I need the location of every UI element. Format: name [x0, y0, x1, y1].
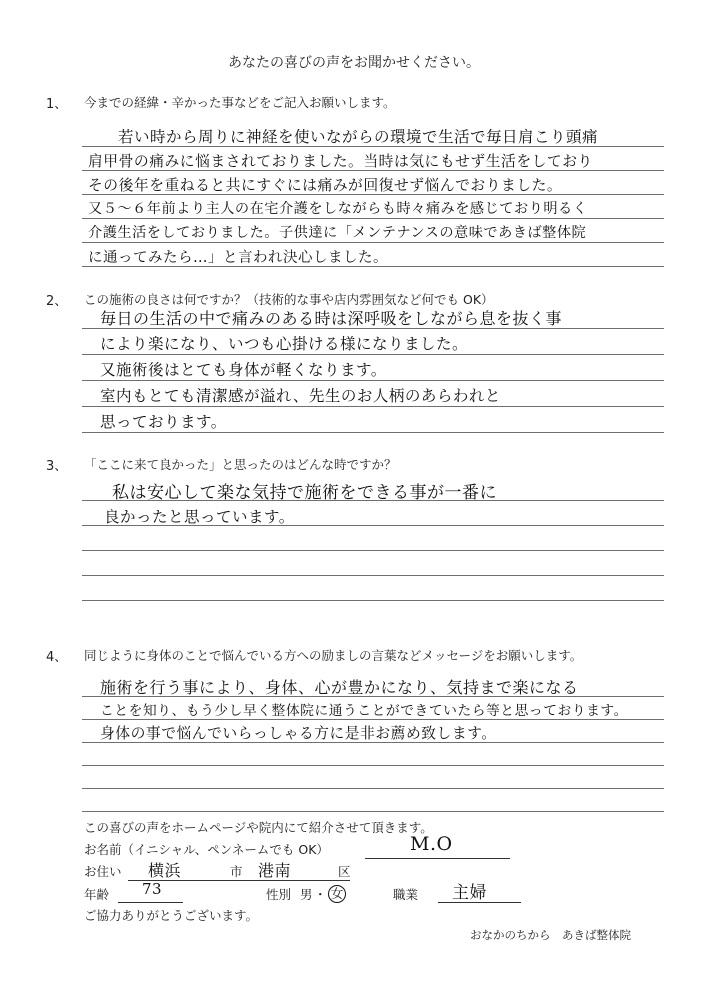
answer-3-line: 良かったと思っています。 — [104, 508, 295, 526]
answer-line — [82, 218, 664, 219]
page-title: あなたの喜びの声をお聞かせください。 — [228, 55, 480, 71]
answer-2-line: 毎日の生活の中で痛みのある時は深呼吸をしながら息を抜く事 — [100, 309, 563, 328]
answer-4-line: ことを知り、もう少し早く整体院に通うことができていたら等と思っております。 — [100, 703, 628, 719]
answer-line — [82, 242, 664, 243]
answer-line — [82, 406, 664, 407]
ward-label: 区 — [338, 864, 351, 879]
answer-4-line: 施術を行う事により、身体、心が豊かになり、気持まで楽になる — [100, 678, 579, 697]
age-value: 73 — [142, 880, 163, 898]
answer-line — [82, 550, 664, 551]
ward-value: 港南 — [258, 861, 292, 880]
answer-line — [82, 380, 664, 381]
age-label: 年齢 — [84, 887, 110, 902]
question-4-number: 4、 — [46, 650, 68, 665]
question-4-text: 同じように身体のことで悩んでいる方への励ましの言葉などメッセージをお願いします。 — [84, 648, 583, 663]
answer-line — [82, 432, 664, 433]
name-value: M.O — [410, 833, 453, 855]
question-1-text: 今までの経緯・辛かった事などをご記入お願いします。 — [84, 95, 396, 110]
clinic-name: おなかのちから あきば整体院 — [470, 928, 631, 942]
question-2-number: 2、 — [46, 294, 68, 309]
thanks-text: ご協力ありがとうございます。 — [84, 908, 259, 923]
job-label: 職業 — [393, 887, 419, 902]
answer-2-line: 思っております。 — [100, 413, 227, 431]
city-value: 横浜 — [148, 861, 182, 880]
age-underline — [118, 902, 183, 903]
answer-1-line: に通ってみたら…」と言われ決心しました。 — [88, 250, 388, 266]
question-3-text: 「ここに来て良かった」と思ったのはどんな時ですか？ — [84, 457, 397, 472]
gender-male: 男 — [300, 887, 313, 902]
answer-line — [82, 600, 664, 601]
answer-line — [82, 575, 664, 576]
question-1-number: 1、 — [46, 97, 68, 112]
answer-line — [82, 765, 664, 766]
answer-1-line: 肩甲骨の痛みに悩まされておりました。当時は気にもせず生活をしており — [88, 153, 593, 170]
address-label: お住い — [84, 864, 122, 879]
answer-4-line: 身体の事で悩んでいらっしゃる方に是非お薦め致します。 — [100, 725, 497, 742]
answer-1-line: 又５〜６年前より主人の在宅介護をしながらも時々痛みを感じており明るく — [88, 201, 588, 217]
job-value: 主婦 — [452, 883, 487, 903]
gender-female-circled: 女 — [328, 885, 346, 903]
answer-1-line: その後年を重ねると共にすぐには痛みが回復せず悩んでおりました。 — [88, 177, 563, 194]
answer-2-line: により楽になり、いつも心掛ける様になりました。 — [100, 335, 469, 353]
answer-1-line: 介護生活をしておりました。子供達に「メンテナンスの意味であきば整体院 — [88, 225, 587, 241]
answer-line — [82, 811, 664, 812]
answer-line — [82, 788, 664, 789]
question-3-number: 3、 — [46, 459, 68, 474]
answer-1-line: 若い時から周りに神経を使いながらの環境で生活で毎日肩こり頭痛 — [118, 128, 599, 146]
city-label: 市 — [230, 864, 243, 879]
name-label: お名前（イニシャル、ペンネームでも OK） — [84, 842, 329, 857]
answer-2-line: 室内もとても清潔感が溢れ、先生のお人柄のあらわれと — [100, 387, 501, 405]
answer-line — [82, 354, 664, 355]
answer-2-line: 又施術後はとても身体が軽くなります。 — [100, 361, 387, 379]
name-underline — [365, 858, 510, 859]
answer-3-line: 私は安心して楽な気持で施術をできる事が一番に — [112, 483, 497, 503]
footer-intro: この喜びの声をホームページや院内にて紹介させて頂きます。 — [84, 820, 433, 835]
gender-label: 性別 — [266, 887, 292, 902]
question-2-text: この施術の良さは何ですか？（技術的な事や店内雰囲気など何でも OK） — [84, 292, 494, 307]
answer-line — [82, 719, 664, 720]
gender-separator: ・ — [314, 887, 327, 902]
